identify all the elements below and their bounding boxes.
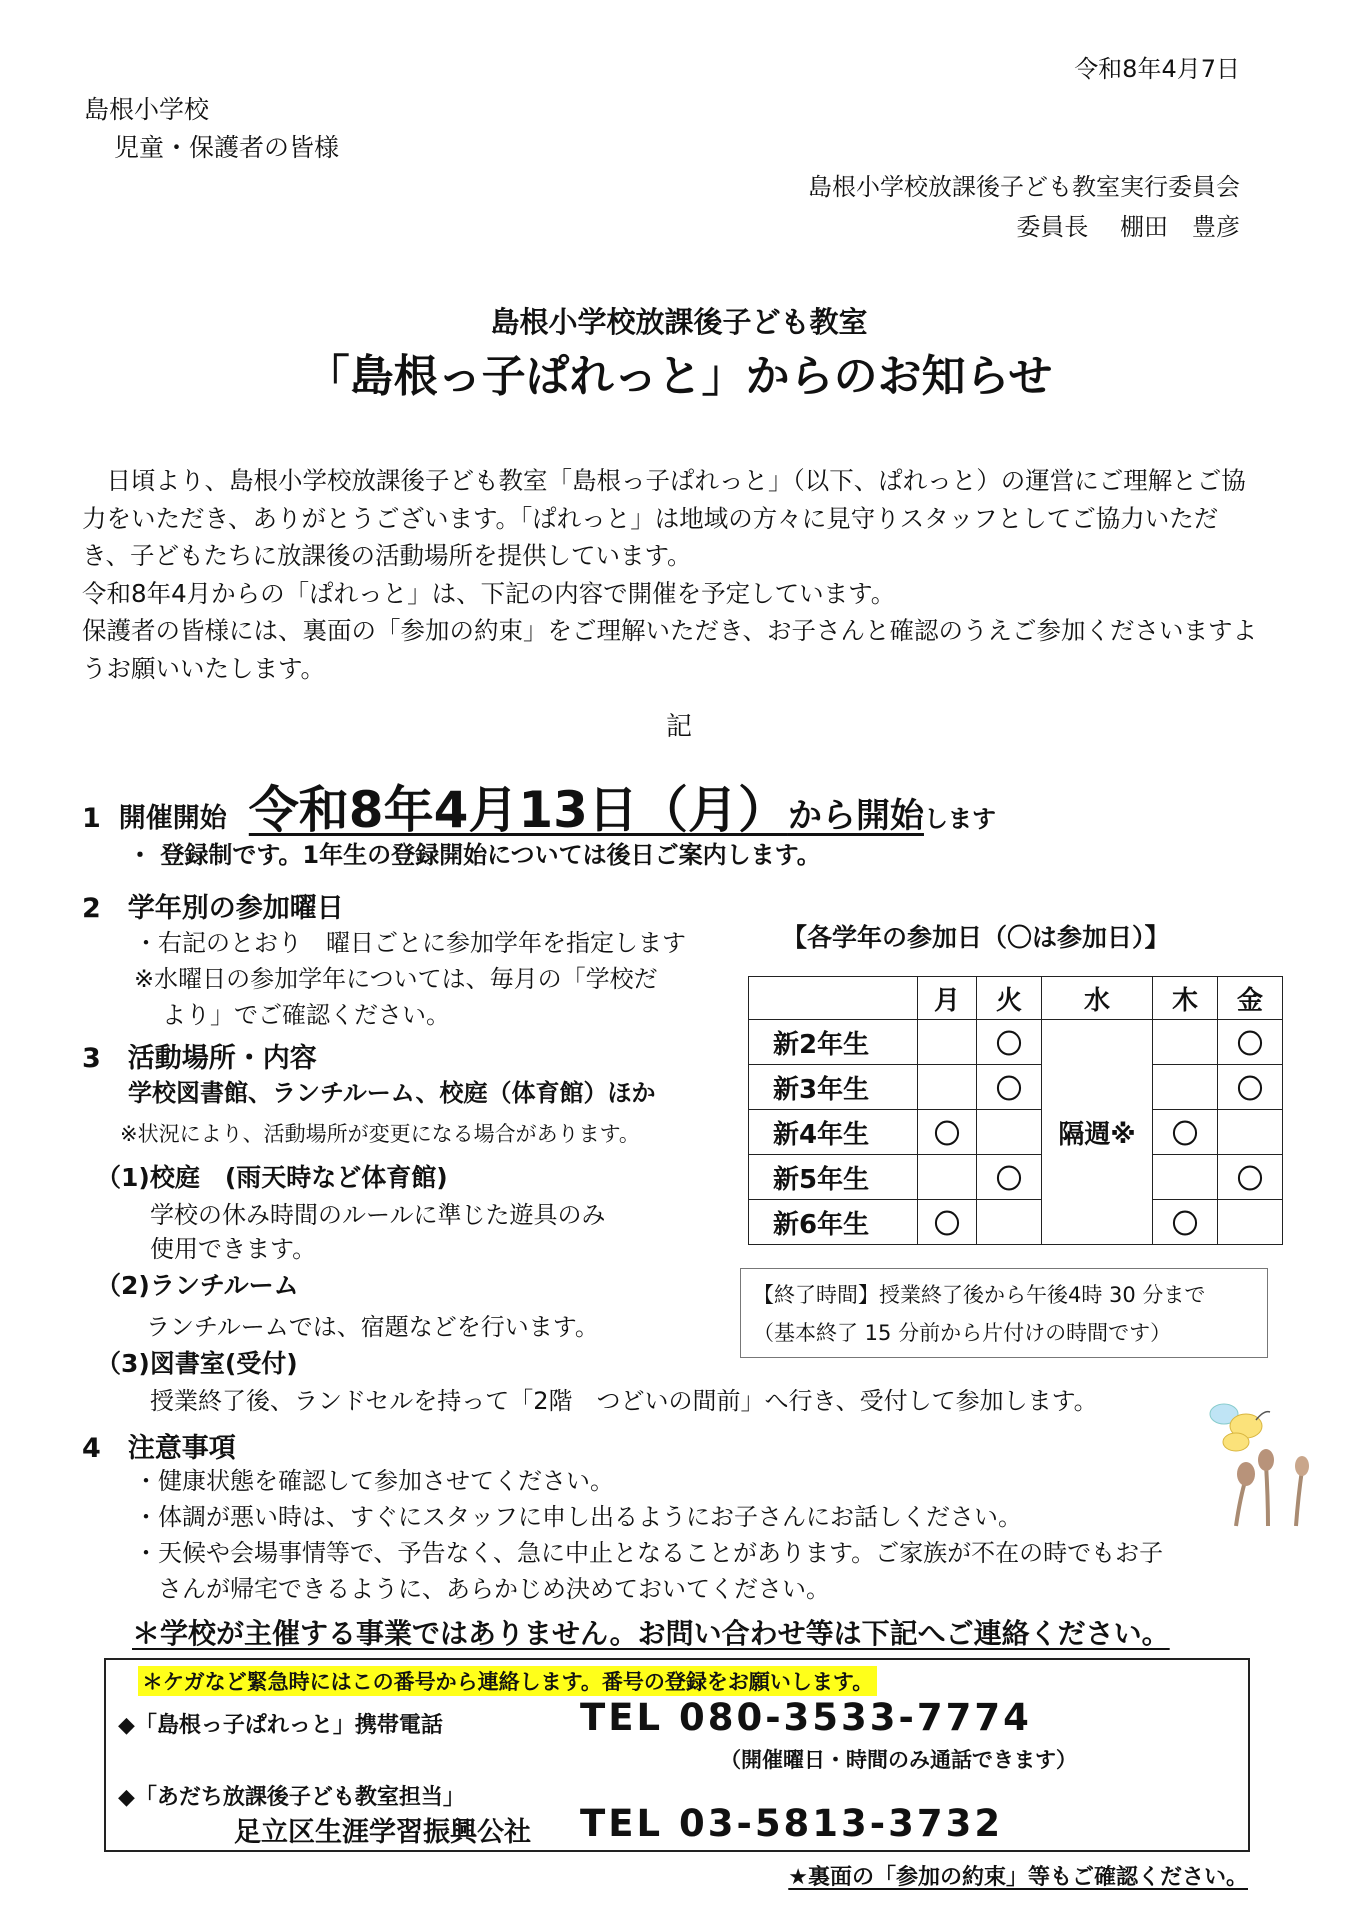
butterfly-icon [1210, 1404, 1270, 1451]
sender-person: 委員長 棚田 豊彦 [1016, 213, 1240, 241]
intro-line: 令和8年4月からの「ぱれっと」は、下記の内容で開催を予定しています。 [82, 578, 896, 608]
start-suffix: します [923, 805, 996, 833]
end-time-note: （基本終了 15 分前から片付けの時間です） [753, 1321, 1172, 1345]
title-sub: 島根小学校放課後子ども教室 [490, 305, 868, 339]
fri-cell [1218, 1110, 1283, 1155]
sender-org: 島根小学校放課後子ども教室実行委員会 [808, 173, 1240, 201]
ki-heading: 記 [665, 712, 692, 742]
mon-cell [918, 1065, 977, 1110]
fri-cell: 〇 [1218, 1065, 1283, 1110]
sub2-title: （2)ランチルーム [96, 1271, 299, 1300]
day-header: 月 [918, 977, 977, 1020]
footer-note: ★裏面の「参加の約束」等もご確認ください。 [788, 1865, 1248, 1890]
tue-cell [977, 1200, 1042, 1245]
start-kara: から開始 [787, 796, 924, 836]
section2-line: より」でご確認ください。 [162, 1001, 450, 1029]
end-time-box [740, 1268, 1268, 1358]
schedule-corner [749, 977, 918, 1020]
thu-cell [1153, 1155, 1218, 1200]
sub1-title: （1)校庭 (雨天時など体育館) [96, 1163, 448, 1192]
phone-number-office: TEL 03-5813-3732 [580, 1802, 1004, 1845]
intro-line: 日頃より、島根小学校放課後子ども教室「島根っ子ぱれっと」（以下、ぱれっと）の運営にご理解とご協力をいただき、ありがとうございます。「ぱれっと」は地域の方々に見守りスタッフとしてご協力いただき、子どもたちに放課後の活動場所を提供しています。 [82, 466, 1246, 570]
section2-line: ・右記のとおり 曜日ごとに参加学年を指定します [134, 929, 686, 957]
table-row [749, 1200, 1283, 1245]
flower-stems-icon [1236, 1449, 1309, 1526]
sub3-line: 授業終了後、ランドセルを持って「2階 つどいの間前」へ行き、受付して参加します。 [150, 1387, 1098, 1415]
title-main: 「島根っ子ぱれっと」からのお知らせ [305, 351, 1053, 402]
caution-item: ・体調が悪い時は、すぐにスタッフに申し出るようにお子さんにお話しください。 [134, 1503, 1022, 1531]
contact-label: ◆「島根っ子ぱれっと」携帯電話 [118, 1713, 443, 1738]
section3-change-note: ※状況により、活動場所が変更になる場合があります。 [120, 1122, 640, 1146]
contact-box [104, 1658, 1250, 1852]
section2-line: ※水曜日の参加学年については、毎月の「学校だ [134, 965, 658, 993]
phone-note: （開催曜日・時間のみ通話できます） [720, 1748, 1077, 1772]
day-header: 金 [1218, 977, 1283, 1020]
table-row [749, 1155, 1283, 1200]
section4-heading: 4 注意事項 [82, 1433, 236, 1464]
start-date-underlined [249, 770, 924, 842]
grade-cell: 新4年生 [749, 1110, 918, 1155]
table-row [749, 1020, 1283, 1065]
grade-cell: 新2年生 [749, 1020, 918, 1065]
caution-item: さんが帰宅できるように、あらかじめ決めておいてください。 [134, 1575, 830, 1603]
thu-cell [1153, 1020, 1218, 1065]
day-header: 木 [1153, 977, 1218, 1020]
phone-number-mobile: TEL 080-3533-7774 [580, 1696, 1032, 1739]
tue-cell: 〇 [977, 1020, 1042, 1065]
recipient-school: 島根小学校 [84, 95, 210, 124]
grade-cell: 新6年生 [749, 1200, 918, 1245]
intro-paragraph [82, 462, 1262, 687]
tue-cell: 〇 [977, 1155, 1042, 1200]
fri-cell: 〇 [1218, 1020, 1283, 1065]
contact-org: 足立区生涯学習振興公社 [234, 1817, 531, 1848]
thu-cell: 〇 [1153, 1200, 1218, 1245]
butterfly-flower-illustration [1206, 1398, 1316, 1528]
section3-heading: 3 活動場所・内容 [82, 1043, 317, 1074]
day-header: 火 [977, 977, 1042, 1020]
section3-places: 学校図書館、ランチルーム、校庭（体育館）ほか [128, 1079, 656, 1107]
sub1-line: 学校の休み時間のルールに準じた遊具のみ [150, 1201, 606, 1229]
emergency-note: ＊ケガなど緊急時にはこの番号から連絡します。番号の登録をお願いします。 [138, 1666, 877, 1696]
grade-cell: 新5年生 [749, 1155, 918, 1200]
section1-note: ・ 登録制です。1年生の登録開始については後日ご案内します。 [128, 841, 821, 869]
sub2-line: ランチルームでは、宿題などを行います。 [146, 1313, 599, 1341]
section1-line [82, 770, 996, 842]
caution-item: ・天候や会場事情等で、予告なく、急に中止となることがあります。ご家族が不在の時でもお子 [134, 1539, 1164, 1567]
contact-label: ◆「あだち放課後子ども教室担当」 [118, 1785, 465, 1810]
grade-cell: 新3年生 [749, 1065, 918, 1110]
sub1-line: 使用できます。 [150, 1235, 317, 1263]
section1-number: 1 [82, 803, 101, 834]
mon-cell [918, 1020, 977, 1065]
schedule-table [748, 976, 1283, 1245]
document-date: 令和8年4月7日 [1074, 55, 1240, 83]
schedule-caption: 【各学年の参加日（〇は参加日）】 [782, 923, 1170, 952]
caution-item: ・健康状態を確認して参加させてください。 [134, 1467, 614, 1495]
tue-cell [977, 1110, 1042, 1155]
schedule-header-row [749, 977, 1283, 1020]
end-time-line: 【終了時間】授業終了後から午後4時 30 分まで [753, 1283, 1206, 1307]
wed-cell: 隔週※ [1042, 1020, 1153, 1245]
section2-heading: 2 学年別の参加曜日 [82, 893, 344, 924]
intro-line: 保護者の皆様には、裏面の「参加の約束」をご理解いただき、お子さんと確認のうえご参加くださいますようお願いいたします。 [82, 616, 1258, 683]
table-row [749, 1065, 1283, 1110]
recipient-people: 児童・保護者の皆様 [114, 133, 340, 162]
fri-cell [1218, 1200, 1283, 1245]
section1-label: 開催開始 [118, 803, 227, 834]
mon-cell: 〇 [918, 1200, 977, 1245]
thu-cell: 〇 [1153, 1110, 1218, 1155]
fri-cell: 〇 [1218, 1155, 1283, 1200]
thu-cell [1153, 1065, 1218, 1110]
notice-line: ＊学校が主催する事業ではありません。お問い合わせ等は下記へご連絡ください。 [132, 1617, 1170, 1650]
tue-cell: 〇 [977, 1065, 1042, 1110]
mon-cell: 〇 [918, 1110, 977, 1155]
table-row [749, 1110, 1283, 1155]
mon-cell [918, 1155, 977, 1200]
start-date: 令和8年4月13日（月） [248, 781, 788, 839]
sub3-title: （3)図書室(受付) [96, 1349, 298, 1378]
day-header: 水 [1042, 977, 1153, 1020]
